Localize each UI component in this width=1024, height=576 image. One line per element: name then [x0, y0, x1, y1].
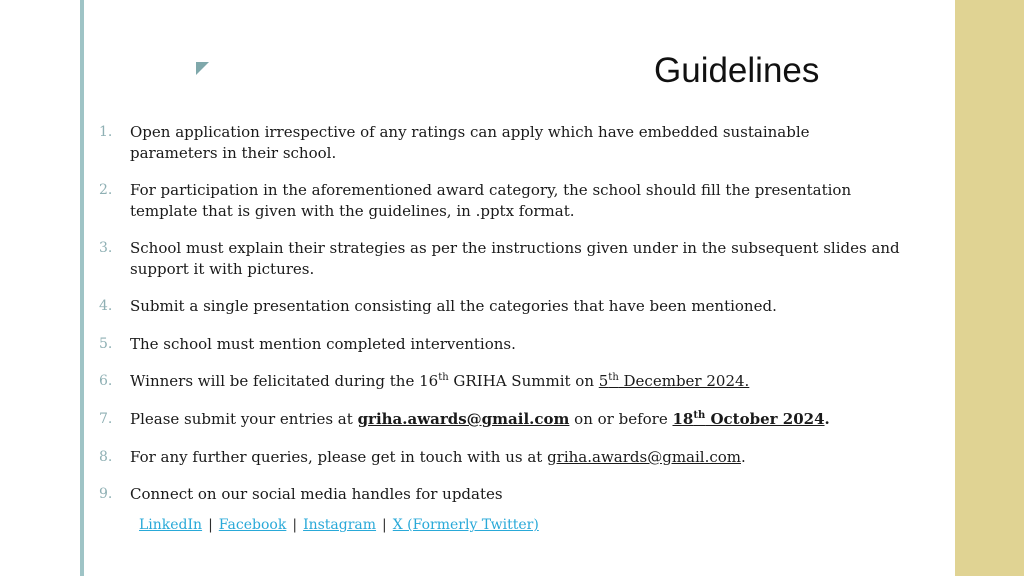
- item-text: The school must mention completed interventions.: [130, 335, 516, 353]
- item-text-part: on or before: [569, 410, 673, 428]
- item-text-part: .: [741, 448, 746, 466]
- item-text: [130, 371, 900, 392]
- date-number: 18: [672, 410, 694, 428]
- separator: |: [208, 517, 213, 533]
- email-link[interactable]: griha.awards@gmail.com: [357, 410, 570, 428]
- summit-date: [599, 372, 750, 390]
- ordinal-suffix: th: [608, 372, 619, 383]
- slide-title: Guidelines: [654, 51, 820, 90]
- item-text: School must explain their strategies as per the instructions given under in the subsequent slides and support it with pictures.: [130, 239, 900, 278]
- item-text-part: Winners will be felicitated during the 16: [130, 372, 439, 390]
- date-rest: October 2024: [705, 410, 825, 428]
- item-text-part: GRIHA Summit on: [448, 372, 599, 390]
- item-number: 3.: [99, 240, 113, 256]
- item-number: 2.: [99, 182, 113, 198]
- separator: |: [292, 517, 298, 533]
- x-twitter-link[interactable]: X (Formerly Twitter): [392, 517, 539, 533]
- ordinal-suffix: th: [693, 410, 706, 421]
- separator: |: [382, 517, 387, 533]
- item-number: 9.: [99, 486, 113, 502]
- item-text: [130, 447, 900, 468]
- item-text-part: For any further queries, please get in touch with us at: [130, 448, 548, 466]
- item-number: 4.: [99, 298, 113, 314]
- item-text: [130, 409, 900, 430]
- item-number: 6.: [99, 373, 113, 389]
- social-links: [139, 515, 539, 535]
- email-link[interactable]: griha.awards@gmail.com: [547, 448, 742, 466]
- item-text: Open application irrespective of any ratings can apply which have embedded sustainable parameters in their school.: [130, 123, 810, 162]
- item-text: Submit a single presentation consisting all the categories that have been mentioned.: [130, 297, 777, 315]
- item-number: 5.: [99, 336, 113, 352]
- item-number: 8.: [99, 449, 113, 465]
- item-text: Connect on our social media handles for updates: [130, 485, 503, 503]
- date-rest: December 2024.: [618, 372, 750, 390]
- instagram-link[interactable]: Instagram: [303, 517, 377, 533]
- left-accent-rule: [80, 0, 84, 576]
- linkedin-link[interactable]: LinkedIn: [139, 517, 203, 533]
- right-accent-band: [955, 0, 1024, 576]
- item-text-part: Please submit your entries at: [130, 410, 358, 428]
- ordinal-suffix: th: [438, 372, 449, 383]
- date-number: 5: [598, 372, 609, 390]
- facebook-link[interactable]: Facebook: [218, 517, 287, 533]
- item-text: For participation in the aforementioned award category, the school should fill the presentation template that is given with the guidelines, in .pptx format.: [130, 181, 852, 220]
- item-number: 1.: [99, 124, 113, 140]
- item-text-part: .: [824, 410, 830, 428]
- item-number: 7.: [99, 411, 113, 427]
- corner-triangle-icon: [196, 62, 209, 75]
- deadline-date: [672, 410, 824, 428]
